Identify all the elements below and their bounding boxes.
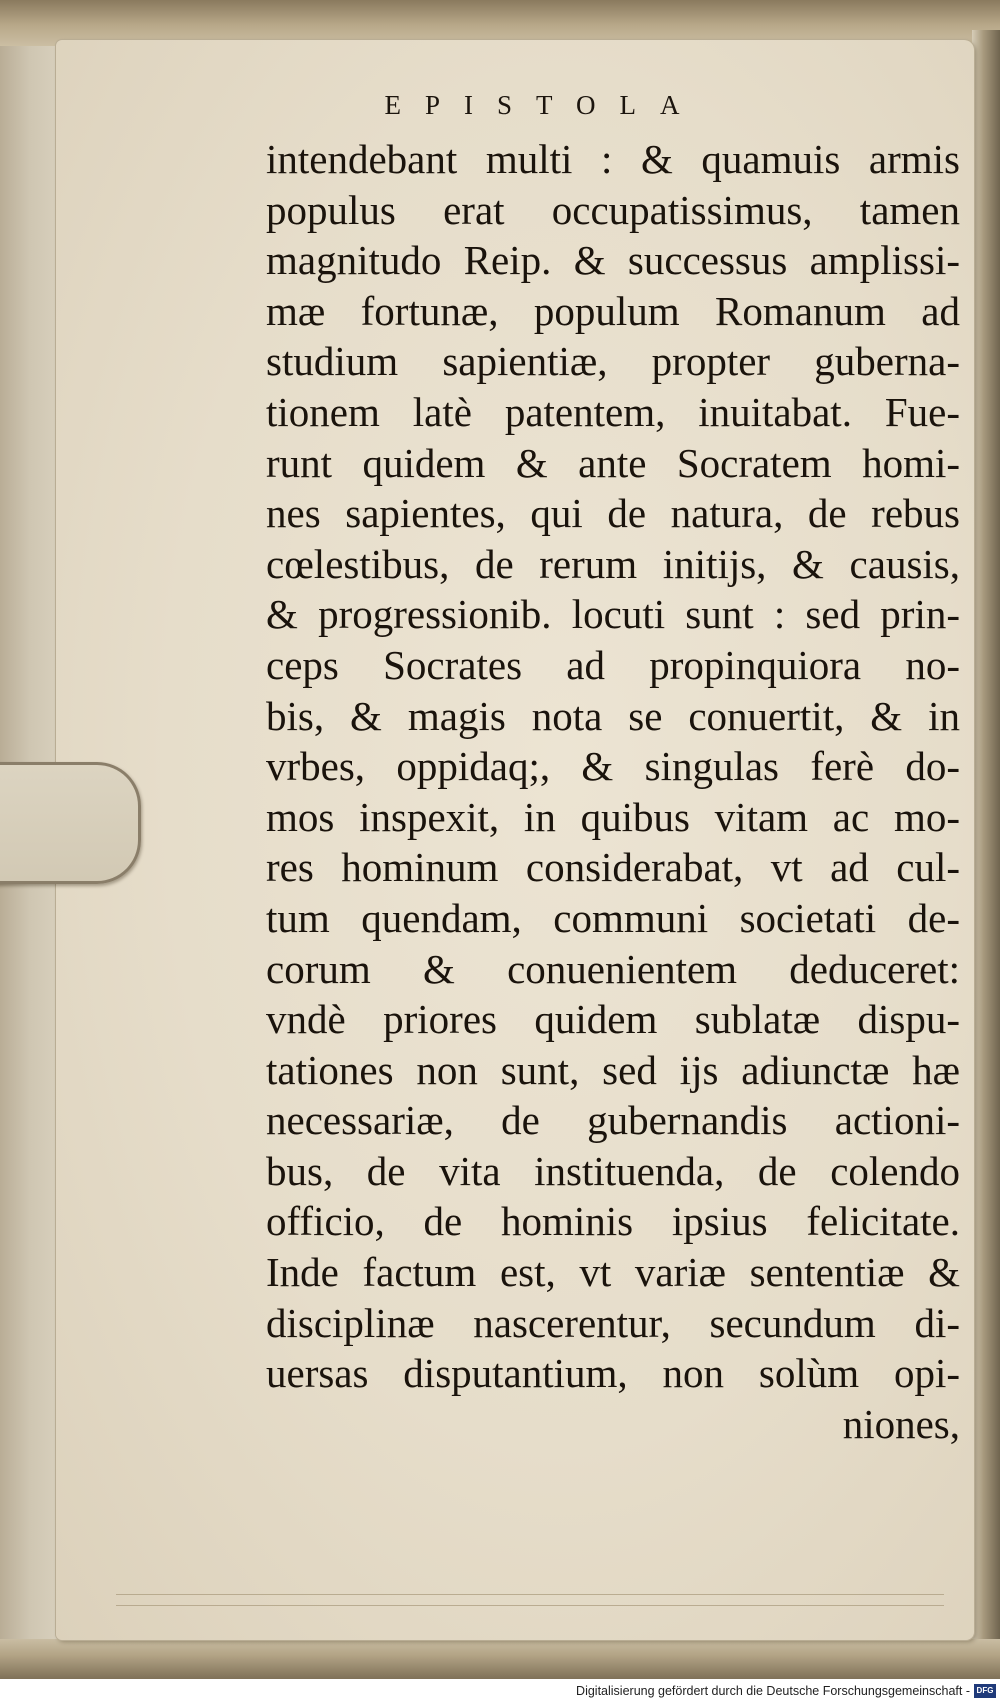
book-clasp <box>0 762 141 884</box>
text-line: tationes non sunt, sed ijs adiunctæ hæ <box>266 1046 960 1093</box>
dfg-logo: DFG <box>974 1684 996 1698</box>
text-line: runt quidem & ante Socratem homi- <box>266 439 960 486</box>
catchword: niones, <box>842 1400 960 1447</box>
book-bottom-edge <box>0 1639 1000 1679</box>
text-line: nes sapientes, qui de natura, de rebus <box>266 490 960 537</box>
page-text <box>266 134 960 1449</box>
text-line: uersas disputantium, non solùm opi- <box>266 1350 960 1397</box>
text-line: intendebant multi : & quamuis armis <box>266 136 960 182</box>
text-line: cœlestibus, de rerum initijs, & causis, <box>266 540 960 587</box>
text-line: studium sapientiæ, propter guberna- <box>266 338 960 385</box>
text-line: disciplinæ nascerentur, secundum di- <box>266 1299 960 1346</box>
text-line: tum quendam, communi societati de- <box>266 894 960 941</box>
text-line: Inde factum est, vt variæ sententiæ & <box>266 1249 960 1296</box>
running-head: EPISTOLA <box>384 90 704 120</box>
text-line: bis, & magis nota se conuertit, & in <box>266 692 960 739</box>
page-edge-lines <box>116 1594 944 1606</box>
text-line: officio, de hominis ipsius felicitate. <box>266 1198 960 1245</box>
funding-credit: Digitalisierung gefördert durch die Deutsche Forschungsgemeinschaft - <box>576 1684 970 1698</box>
text-line: res hominum considerabat, vt ad cul- <box>266 844 960 891</box>
text-line: vndè priores quidem sublatæ dispu- <box>266 996 960 1043</box>
text-line: bus, de vita instituenda, de colendo <box>266 1147 960 1194</box>
text-line: tionem latè patentem, inuitabat. Fue- <box>266 388 960 435</box>
digitization-footer <box>0 1679 1000 1704</box>
text-line: & progressionib. locuti sunt : sed prin- <box>266 591 960 638</box>
text-line: mos inspexit, in quibus vitam ac mo- <box>266 793 960 840</box>
text-line: populus erat occupatissimus, tamen <box>266 186 960 233</box>
text-line: necessariæ, de gubernandis actioni- <box>266 1097 960 1144</box>
text-line: ceps Socrates ad propinquiora no- <box>266 641 960 688</box>
text-line: corum & conuenientem deduceret: <box>266 945 960 992</box>
text-line: mæ fortunæ, populum Romanum ad <box>266 287 960 334</box>
book-fore-edge <box>972 30 1000 1650</box>
text-line: vrbes, oppidaq;, & singulas ferè do- <box>266 743 960 790</box>
text-line: magnitudo Reip. & successus amplissi- <box>266 237 960 284</box>
